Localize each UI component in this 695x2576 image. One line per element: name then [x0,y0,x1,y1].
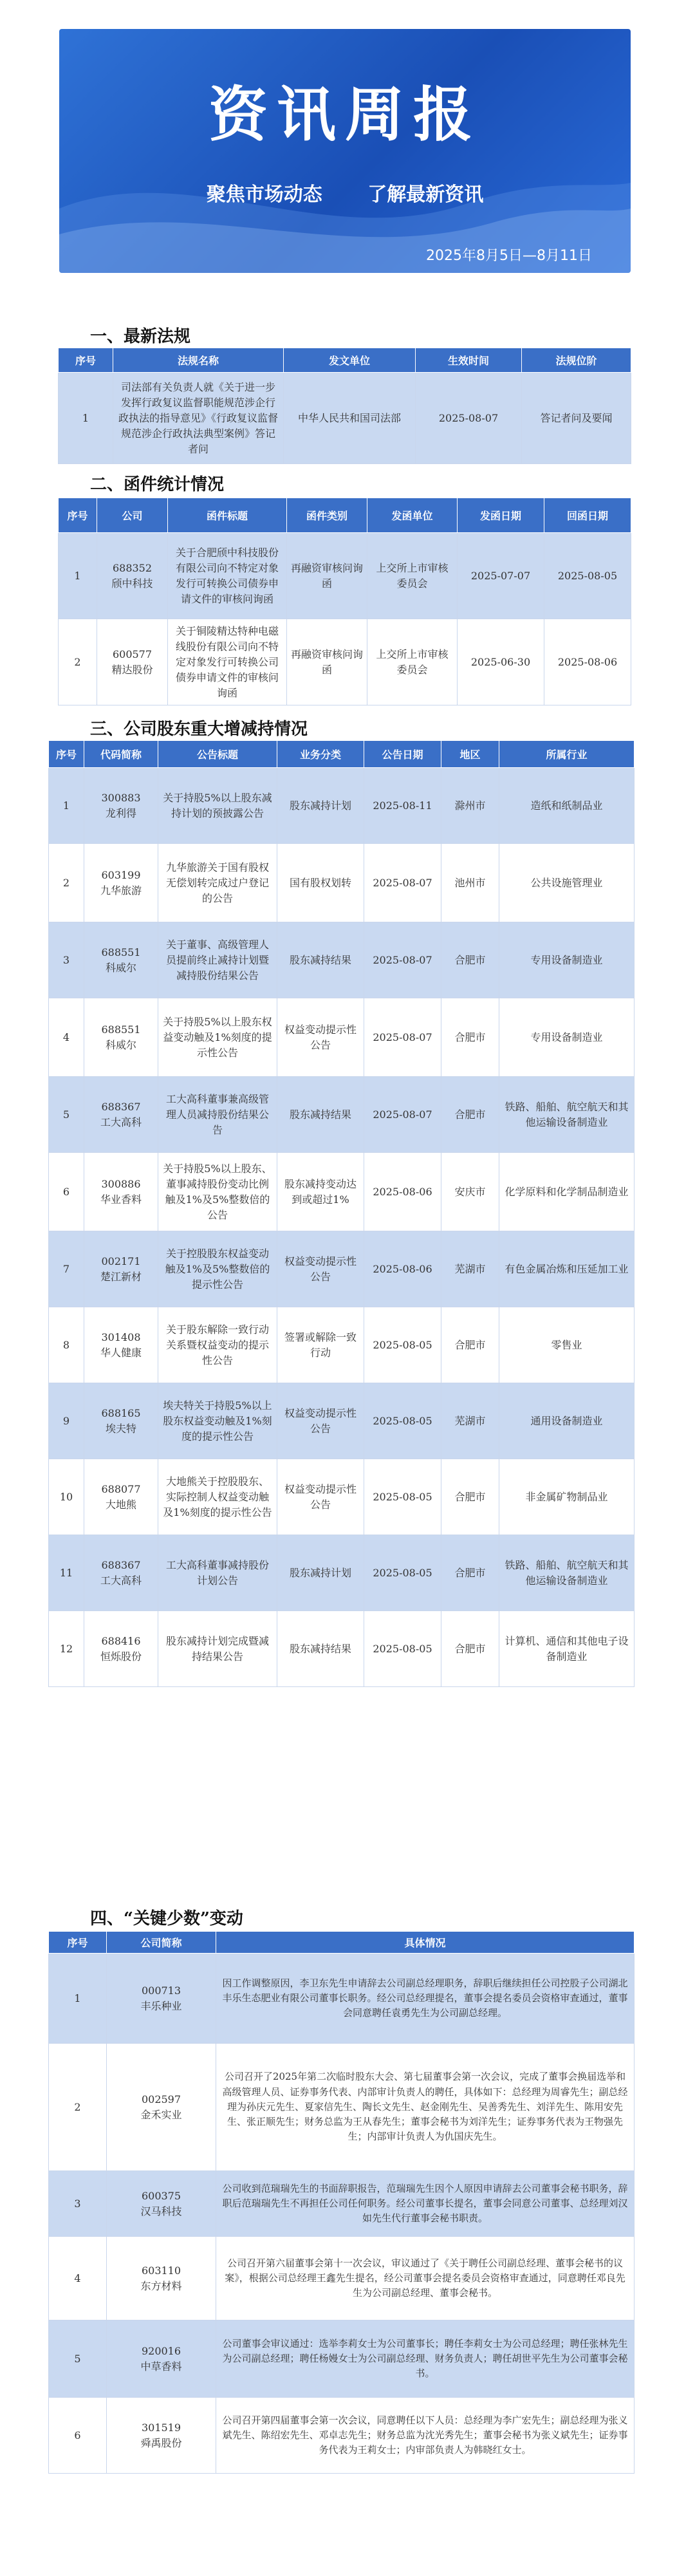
table-row [49,1611,635,1687]
sender: 上交所上市审核委员会 [367,533,458,619]
table-row [59,533,631,619]
region: 合肥市 [441,1611,499,1687]
table-row [49,1459,635,1535]
table-row [59,619,631,705]
company [107,2320,216,2398]
row-number: 2 [49,2044,107,2171]
company-code: 002171 [101,1255,141,1267]
company-name: 中草香料 [140,2360,182,2373]
table-row [59,373,631,464]
table-row [49,2237,635,2320]
company-code: 603199 [101,868,141,881]
letter-type: 再融资审核问询函 [287,619,367,705]
letter-type: 再融资审核问询函 [287,533,367,619]
announcement-title-link[interactable]: 埃夫特关于持股5%以上股东权益变动触及1%刻度的提示性公告 [158,1383,277,1459]
business-category: 股东减持计划 [277,768,364,844]
letter-title-link[interactable]: 关于铜陵精达特种电磁线股份有限公司向不特定对象发行可转换公司债券申请文件的审核问询函 [168,619,287,705]
industry: 非金属矿物制品业 [499,1459,635,1535]
industry: 专用设备制造业 [499,922,635,998]
table-row [49,1535,635,1611]
company [107,2398,216,2474]
company [84,1383,158,1459]
company [84,844,158,922]
announcement-date: 2025-08-05 [364,1611,441,1687]
company-code: 920016 [141,2344,181,2357]
table-row [49,1383,635,1459]
company-code: 688077 [101,1482,141,1495]
region: 池州市 [441,844,499,922]
business-category: 股东减持计划 [277,1535,364,1611]
company-code: 688416 [101,1634,141,1647]
table-row [49,922,635,998]
company-code: 688165 [101,1406,141,1419]
business-category: 签署或解除一致行动 [277,1307,364,1383]
col-header: 公司简称 [107,1932,216,1954]
industry: 铁路、船舶、航空航天和其他运输设备制造业 [499,1077,635,1153]
row-number: 9 [49,1383,84,1459]
header-banner [59,29,631,273]
announcement-date: 2025-08-05 [364,1459,441,1535]
company-code: 688352 [112,561,153,574]
report-date-range: 2025年8月5日—8月11日 [426,248,592,264]
announcement-date: 2025-08-07 [364,922,441,998]
row-number: 7 [49,1231,84,1307]
region: 芜湖市 [441,1383,499,1459]
company-name: 金禾实业 [140,2108,182,2121]
row-number: 1 [59,533,97,619]
col-header: 回函日期 [544,498,631,533]
row-number: 1 [49,1954,107,2044]
change-detail: 公司召开第六届董事会第十一次会议，审议通过了《关于聘任公司副总经理、董事会秘书的议案》，根据公司总经理王鑫先生提名，经公司董事会提名委员会资格审查通过，同意聘任邓良先生为公司副总经理、董事会秘书。 [216,2237,635,2320]
announcement-title-link[interactable]: 关于持股5%以上股东减持计划的预披露公告 [158,768,277,844]
announcement-title-link[interactable]: 关于股东解除一致行动关系暨权益变动的提示性公告 [158,1307,277,1383]
company [107,2044,216,2171]
col-header: 序号 [59,498,97,533]
company-code: 000713 [141,1984,181,1997]
report-subtitle [59,178,631,207]
industry: 造纸和纸制品业 [499,768,635,844]
company [84,1077,158,1153]
company-code: 301519 [141,2421,181,2434]
region: 合肥市 [441,1459,499,1535]
company [107,2237,216,2320]
row-number: 1 [59,373,113,464]
announcement-title-link[interactable]: 关于持股5%以上股东、董事减持股份变动比例触及1%及5%整数倍的公告 [158,1153,277,1231]
company-code: 688551 [101,1023,141,1036]
announcement-date: 2025-08-06 [364,1153,441,1231]
company-name: 埃夫特 [105,1422,136,1435]
company-code: 300886 [101,1177,141,1190]
company-code: 600577 [112,648,153,660]
row-number: 6 [49,1153,84,1231]
company-code: 688367 [101,1100,141,1113]
region: 芜湖市 [441,1231,499,1307]
col-header: 序号 [49,1932,107,1954]
col-header: 地区 [441,741,499,768]
region: 安庆市 [441,1153,499,1231]
col-header: 代码简称 [84,741,158,768]
company-code: 688551 [101,946,141,958]
company-code: 002597 [141,2093,181,2105]
company-name: 精达股份 [111,663,153,676]
company-name: 丰乐种业 [140,1999,182,2012]
company [97,533,168,619]
reply-date: 2025-08-05 [544,533,631,619]
company-name: 龙利得 [105,807,136,819]
letter-title-link[interactable]: 关于合肥颀中科技股份有限公司向不特定对象发行可转换公司债券申请文件的审核问询函 [168,533,287,619]
announcement-title-link[interactable]: 工大高科董事减持股份计划公告 [158,1535,277,1611]
business-category: 国有股权划转 [277,844,364,922]
business-category: 股东减持结果 [277,1077,364,1153]
company-name: 九华旅游 [100,884,142,897]
table-row [49,2044,635,2171]
row-number: 8 [49,1307,84,1383]
change-detail: 公司收到范瑞瑞先生的书面辞职报告，范瑞瑞先生因个人原因申请辞去公司董事会秘书职务，辞职后范瑞瑞先生不再担任公司任何职务。经公司董事长提名，董事会同意公司董事、总经理刘汉如先生代行董事会秘书职责。 [216,2171,635,2237]
announcement-date: 2025-08-07 [364,998,441,1077]
company-name: 颀中科技 [111,577,153,590]
region: 合肥市 [441,1535,499,1611]
row-number: 2 [49,844,84,922]
industry: 公共设施管理业 [499,844,635,922]
table-row [49,2398,635,2474]
industry: 零售业 [499,1307,635,1383]
table-row [49,1231,635,1307]
company [84,1459,158,1535]
effective-date: 2025-08-07 [416,373,522,464]
holdings-table [48,740,635,1687]
company-code: 688367 [101,1558,141,1571]
row-number: 3 [49,2171,107,2237]
company-code: 600375 [141,2189,181,2202]
announcement-date: 2025-08-06 [364,1231,441,1307]
row-number: 1 [49,768,84,844]
region: 合肥市 [441,1077,499,1153]
company-name: 工大高科 [100,1574,142,1587]
col-header: 具体情况 [216,1932,635,1954]
company [84,1153,158,1231]
table-row [49,998,635,1077]
business-category: 权益变动提示性公告 [277,1383,364,1459]
announcement-title-link[interactable]: 关于持股5%以上股东权益变动触及1%刻度的提示性公告 [158,998,277,1077]
row-number: 12 [49,1611,84,1687]
row-number: 4 [49,998,84,1077]
subtitle-learn: 了解最新资讯 [367,183,484,206]
key-people-table [48,1931,635,2474]
section-title-holdings: 三、公司股东重大增减持情况 [90,720,308,739]
industry: 计算机、通信和其他电子设备制造业 [499,1611,635,1687]
company-name: 科威尔 [105,1038,136,1051]
company-code: 603110 [141,2264,181,2277]
col-header: 序号 [49,741,84,768]
company-name: 华人健康 [100,1346,142,1359]
send-date: 2025-07-07 [458,533,544,619]
company [97,619,168,705]
col-header: 发函单位 [367,498,458,533]
col-header: 发函日期 [458,498,544,533]
change-detail: 公司召开第四届董事会第一次会议，同意聘任以下人员：总经理为李广宏先生；副总经理为张义斌先生、陈绍宏先生、邓卓志先生；财务总监为沈光秀先生；董事会秘书为张义斌先生；证券事务代表为王莉女士；内审部负责人为韩晓红女士。 [216,2398,635,2474]
table-row [49,1077,635,1153]
row-number: 4 [49,2237,107,2320]
announcement-date: 2025-08-05 [364,1383,441,1459]
row-number: 5 [49,2320,107,2398]
table-row [49,2320,635,2398]
letters-table [58,498,631,705]
send-date: 2025-06-30 [458,619,544,705]
row-number: 10 [49,1459,84,1535]
company-name: 舜禹股份 [140,2436,182,2449]
business-category: 权益变动提示性公告 [277,998,364,1077]
col-header: 所属行业 [499,741,635,768]
row-number: 5 [49,1077,84,1153]
announcement-date: 2025-08-11 [364,768,441,844]
industry: 有色金属冶炼和压延加工业 [499,1231,635,1307]
business-category: 股东减持结果 [277,922,364,998]
col-header: 生效时间 [416,348,522,373]
table-row [49,1153,635,1231]
table-row [49,1954,635,2044]
announcement-date: 2025-08-07 [364,1077,441,1153]
company-name: 科威尔 [105,961,136,974]
announcement-date: 2025-08-07 [364,844,441,922]
table-row [49,768,635,844]
table-row [49,844,635,922]
regulation-level: 答记者问及要闻 [522,373,631,464]
industry: 化学原料和化学制品制造业 [499,1153,635,1231]
announcement-title-link[interactable]: 股东减持计划完成暨减持结果公告 [158,1611,277,1687]
section-title-letters: 二、函件统计情况 [90,475,225,494]
col-header: 序号 [59,348,113,373]
company-name: 恒烁股份 [100,1650,142,1663]
change-detail: 因工作调整原因，李卫东先生申请辞去公司副总经理职务，辞职后继续担任公司控股子公司湖北丰乐生态肥业有限公司董事长职务。经公司总经理提名，董事会提名委员会资格审查通过，董事会同意聘任袁勇先生为公司副总经理。 [216,1954,635,2044]
report-title: 资讯周报 [208,80,481,149]
business-category: 权益变动提示性公告 [277,1231,364,1307]
col-header: 公司 [97,498,168,533]
change-detail: 公司董事会审议通过：选举李莉女士为公司董事长；聘任李莉女士为公司总经理；聘任张林先生为公司副总经理；聘任杨嫚女士为公司副总经理、财务负责人；聘任胡世平先生为公司董事会秘书。 [216,2320,635,2398]
col-header: 业务分类 [277,741,364,768]
business-category: 股东减持变动达到或超过1% [277,1153,364,1231]
business-category: 股东减持结果 [277,1611,364,1687]
announcement-title-link[interactable]: 九华旅游关于国有股权无偿划转完成过户登记的公告 [158,844,277,922]
company-code: 300883 [101,791,141,804]
company [84,922,158,998]
announcement-title-link[interactable]: 大地熊关于控股股东、实际控制人权益变动触及1%刻度的提示性公告 [158,1459,277,1535]
company-name: 汉马科技 [140,2205,182,2217]
company [84,998,158,1077]
company [107,1954,216,2044]
regulations-table [58,348,631,464]
table-row [49,1307,635,1383]
regulation-name-link[interactable]: 司法部有关负责人就《关于进一步发挥行政复议监督职能规范涉企行政执法的指导意见》《行政复议监督规范涉企行政执法典型案例》答记者问 [113,373,284,464]
reply-date: 2025-08-06 [544,619,631,705]
company [84,1611,158,1687]
change-detail: 公司召开了2025年第二次临时股东大会、第七届董事会第一次会议，完成了董事会换届选举和高级管理人员、证券事务代表、内部审计负责人的聘任，具体如下：总经理为周睿先生；副总经理为孙庆元先生、夏家信先生、陶长文先生、赵金刚先生、吴善秀先生、刘洋先生、陈用安先生、张正顺先生；财务总监为王从春先生；董事会秘书为刘洋先生；证券事务代表为王物强先生；内部审计负责人为仇国庆先生。 [216,2044,635,2171]
col-header: 函件类别 [287,498,367,533]
subtitle-focus: 聚焦市场动态 [206,183,322,206]
announcement-date: 2025-08-05 [364,1535,441,1611]
announcement-title-link[interactable]: 关于董事、高级管理人员提前终止减持计划暨减持股份结果公告 [158,922,277,998]
company [84,1231,158,1307]
col-header: 公告日期 [364,741,441,768]
col-header: 函件标题 [168,498,287,533]
region: 合肥市 [441,922,499,998]
company-name: 东方材料 [140,2279,182,2292]
section-title-key-people: 四、“关键少数”变动 [90,1909,243,1928]
table-row [49,2171,635,2237]
row-number: 11 [49,1535,84,1611]
region: 合肥市 [441,1307,499,1383]
industry: 铁路、船舶、航空航天和其他运输设备制造业 [499,1535,635,1611]
announcement-title-link[interactable]: 关于控股股东权益变动触及1%及5%整数倍的提示性公告 [158,1231,277,1307]
company [84,768,158,844]
region: 滁州市 [441,768,499,844]
announcement-date: 2025-08-05 [364,1307,441,1383]
company-name: 大地熊 [105,1498,136,1511]
section-title-regulations: 一、最新法规 [90,327,191,346]
company-name: 华业香料 [100,1193,142,1206]
business-category: 权益变动提示性公告 [277,1459,364,1535]
industry: 专用设备制造业 [499,998,635,1077]
row-number: 6 [49,2398,107,2474]
col-header: 公告标题 [158,741,277,768]
company [107,2171,216,2237]
sender: 上交所上市审核委员会 [367,619,458,705]
region: 合肥市 [441,998,499,1077]
company-name: 工大高科 [100,1115,142,1128]
col-header: 发文单位 [284,348,416,373]
issuer: 中华人民共和国司法部 [284,373,416,464]
industry: 通用设备制造业 [499,1383,635,1459]
company-code: 301408 [101,1330,141,1343]
col-header: 法规位阶 [522,348,631,373]
company [84,1307,158,1383]
company [84,1535,158,1611]
company-name: 楚江新材 [100,1270,142,1283]
row-number: 3 [49,922,84,998]
col-header: 法规名称 [113,348,284,373]
announcement-title-link[interactable]: 工大高科董事兼高级管理人员减持股份结果公告 [158,1077,277,1153]
row-number: 2 [59,619,97,705]
